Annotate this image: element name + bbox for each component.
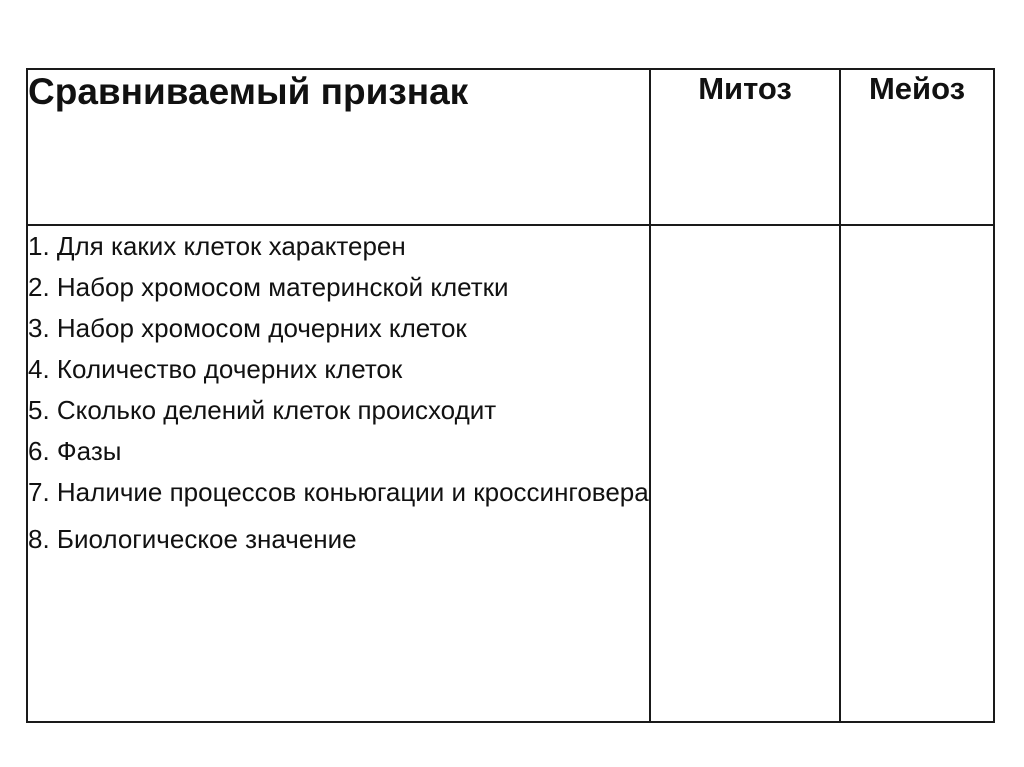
mitosis-cell bbox=[650, 225, 840, 722]
header-criterion: Сравниваемый признак bbox=[27, 69, 650, 225]
criterion-item: 8. Биологическое значение bbox=[28, 524, 357, 554]
table-header-row bbox=[27, 69, 994, 225]
meiosis-cell bbox=[840, 225, 994, 722]
criterion-item: 4. Количество дочерних клеток bbox=[28, 354, 403, 384]
criterion-item: 5. Сколько делений клеток происходит bbox=[28, 395, 497, 425]
criterion-item: 3. Набор хромосом дочерних клеток bbox=[28, 313, 467, 343]
comparison-table bbox=[26, 68, 995, 723]
criterion-item: 6. Фазы bbox=[28, 436, 122, 466]
table-body-row bbox=[27, 225, 994, 722]
header-mitosis: Митоз bbox=[650, 69, 840, 225]
criterion-item: 2. Набор хромосом материнской клетки bbox=[28, 272, 509, 302]
criterion-item: 7. Наличие процессов коньюгации и кроссинговера bbox=[28, 477, 649, 507]
criteria-list bbox=[28, 226, 649, 560]
criterion-item: 1. Для каких клеток характерен bbox=[28, 231, 406, 261]
criteria-cell bbox=[27, 225, 650, 722]
header-meiosis: Мейоз bbox=[840, 69, 994, 225]
